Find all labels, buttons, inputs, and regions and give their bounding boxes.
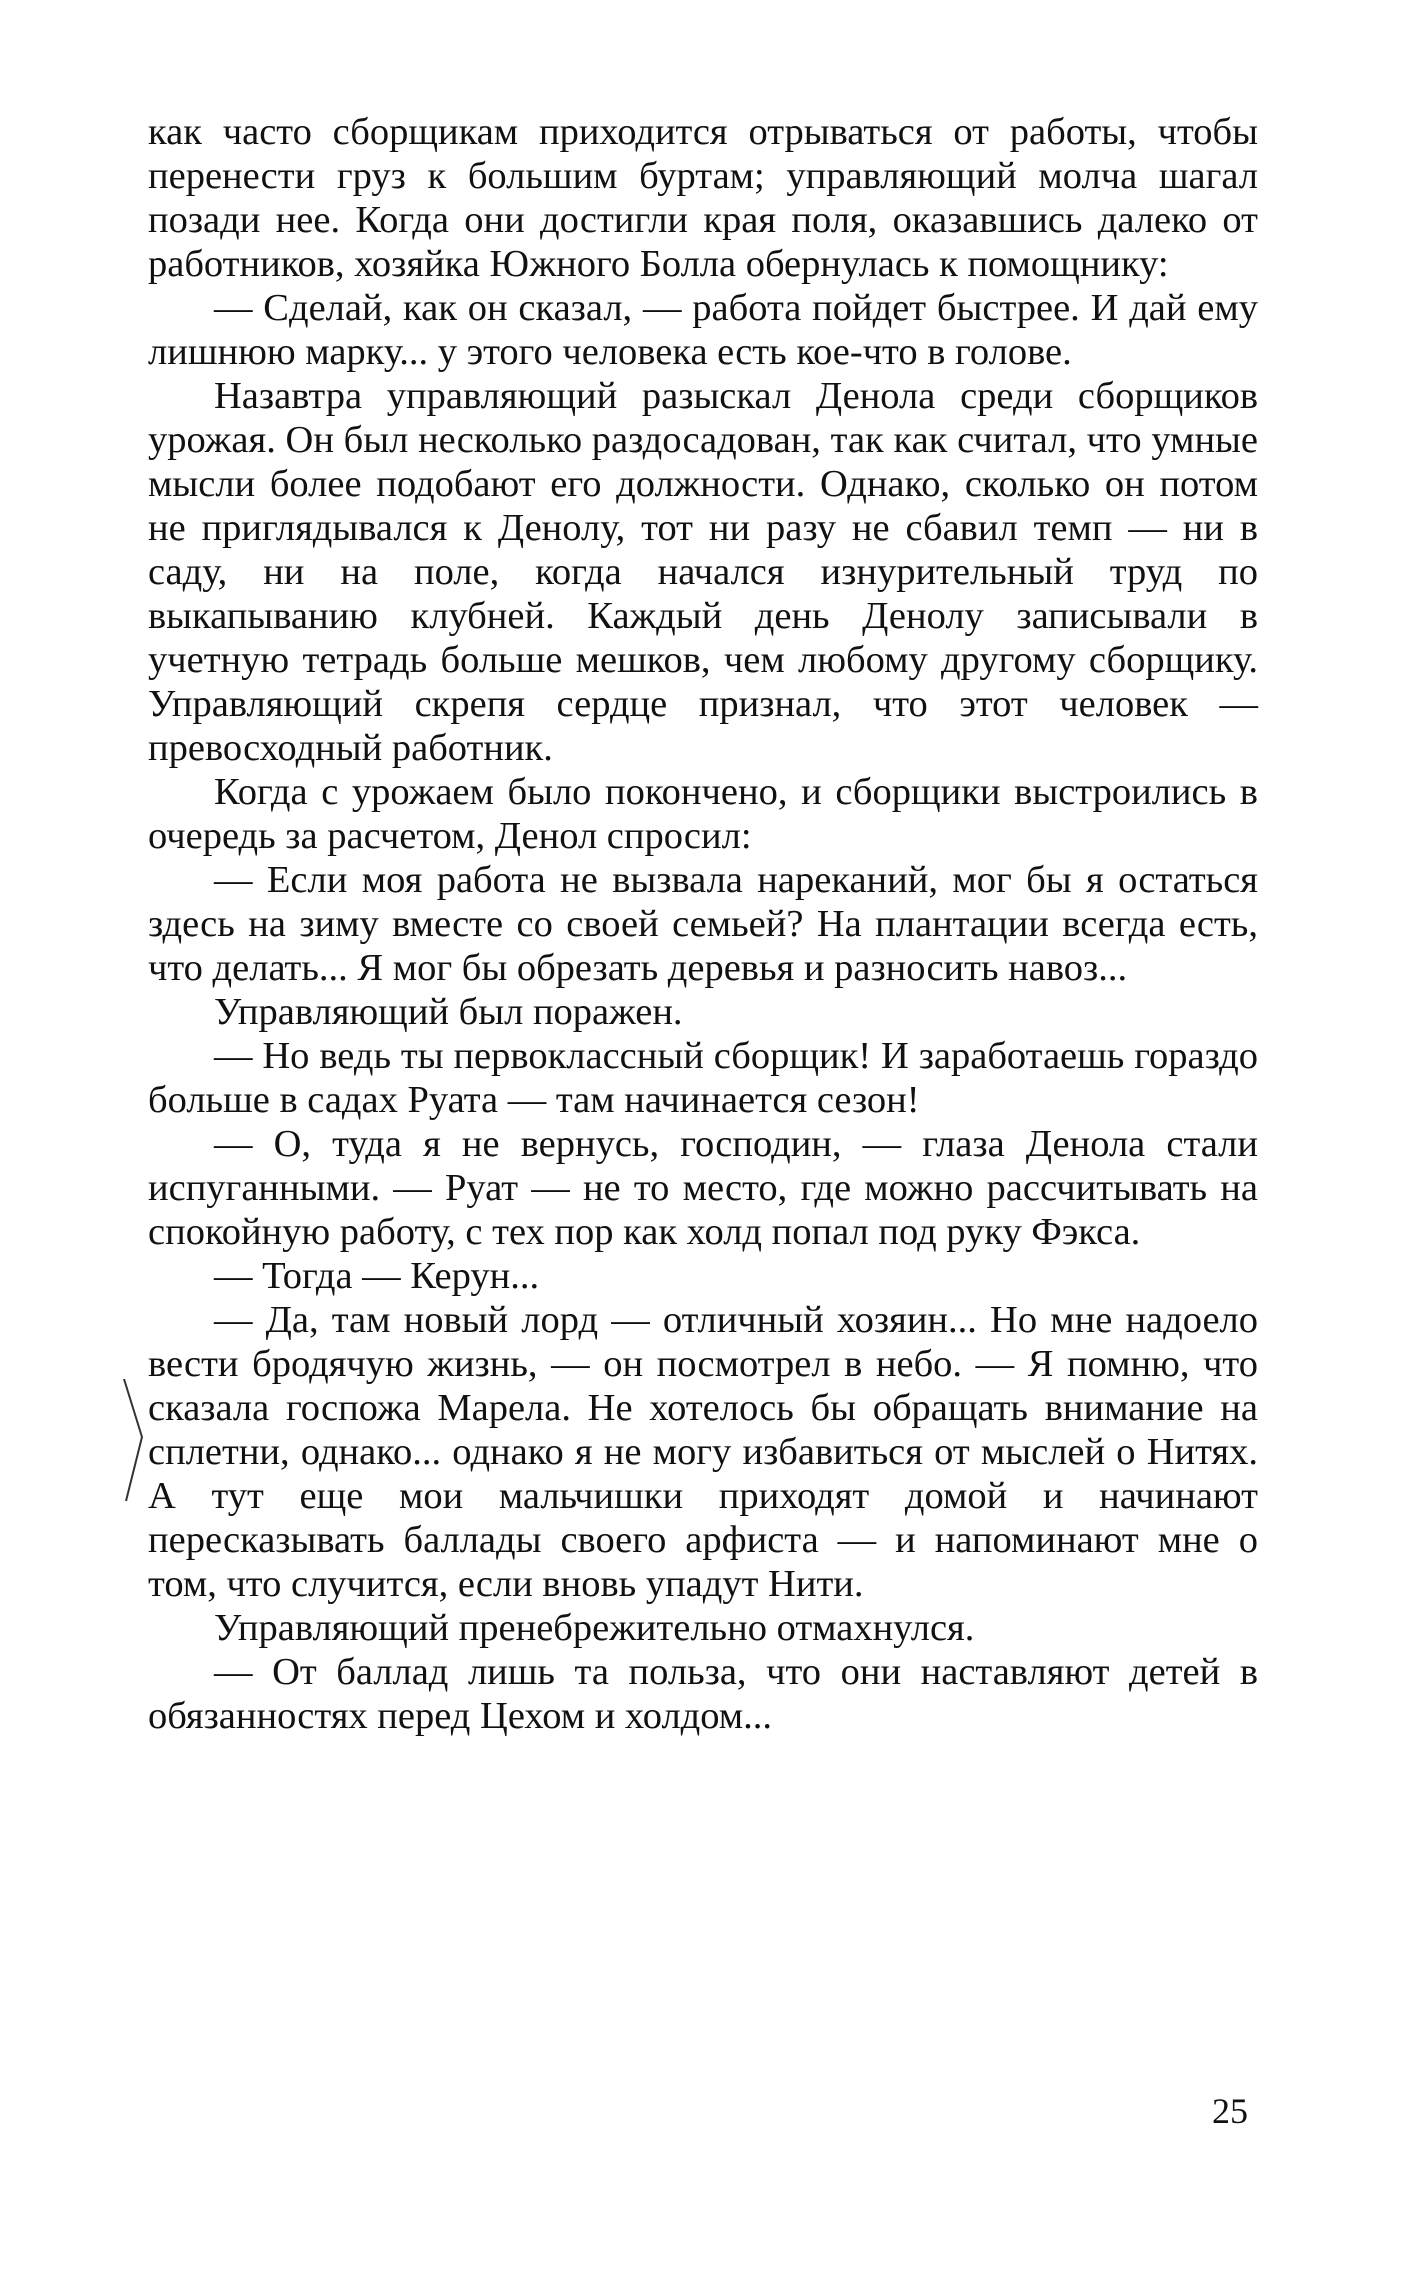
paragraph-12: — От баллад лишь та польза, что они наставляют детей в обязанностях перед Цехом и холдом... [148,1651,1258,1737]
paragraph-5: — Если моя работа не вызвала нареканий, мог бы я остаться здесь на зиму вместе со своей семьей? На плантации всегда есть, что делать... Я мог бы обрезать деревья и разносить навоз... [148,859,1258,989]
paragraph-1: как часто сборщикам приходится отрываться от работы, чтобы перенести груз к большим буртам; управляющий молча шагал позади нее. Когда они достигли края поля, оказавшись далеко от работников, хозяйка Южного Болла обернулась к помощнику: [148,111,1258,285]
paragraph-11: Управляющий пренебрежительно отмахнулся. [214,1607,975,1649]
paragraph-6: Управляющий был поражен. [214,991,683,1033]
page-number: 25 [1212,2091,1248,2131]
paragraph-3: Назавтра управляющий разыскал Денола среди сборщиков урожая. Он был несколько раздосадован, так как считал, что умные мысли более подобают его должности. Однако, сколько он потом не приглядывался к Денолу, тот ни разу не сбавил темп — ни в саду, ни на поле, когда начался изнурительный труд по выкапыванию клубней. Каждый день Денолу записывали в учетную тетрадь больше мешков, чем любому другому сборщику. Управляющий скрепя сердце признал, что этот человек — превосходный работник. [148,375,1258,769]
book-page-text [148,110,1258,1738]
paragraph-8: — О, туда я не вернусь, господин, — глаза Денола стали испуганными. — Руат — не то место, где можно рассчитывать на спокойную работу, с тех пор как холд попал под руку Фэкса. [148,1123,1258,1253]
paragraph-4: Когда с урожаем было покончено, и сборщики выстроились в очередь за расчетом, Денол спросил: [148,771,1258,857]
paragraph-10: — Да, там новый лорд — отличный хозяин... Но мне надоело вести бродячую жизнь, — он посмотрел в небо. — Я помню, что сказала госпожа Марела. Не хотелось бы обращать внимание на сплетни, однако... однако я не могу избавиться от мыслей о Нитях. А тут еще мои мальчишки приходят домой и начинают пересказывать баллады своего арфиста — и напоминают мне о том, что случится, если вновь упадут Нити. [148,1299,1258,1605]
paragraph-7: — Но ведь ты первоклассный сборщик! И заработаешь гораздо больше в садах Руата — там начинается сезон! [148,1035,1258,1121]
paragraph-2: — Сделай, как он сказал, — работа пойдет быстрее. И дай ему лишнюю марку... у этого человека есть кое-что в голове. [148,287,1258,373]
paragraph-9: — Тогда — Керун... [214,1255,540,1297]
margin-pencil-mark [120,1375,150,1505]
